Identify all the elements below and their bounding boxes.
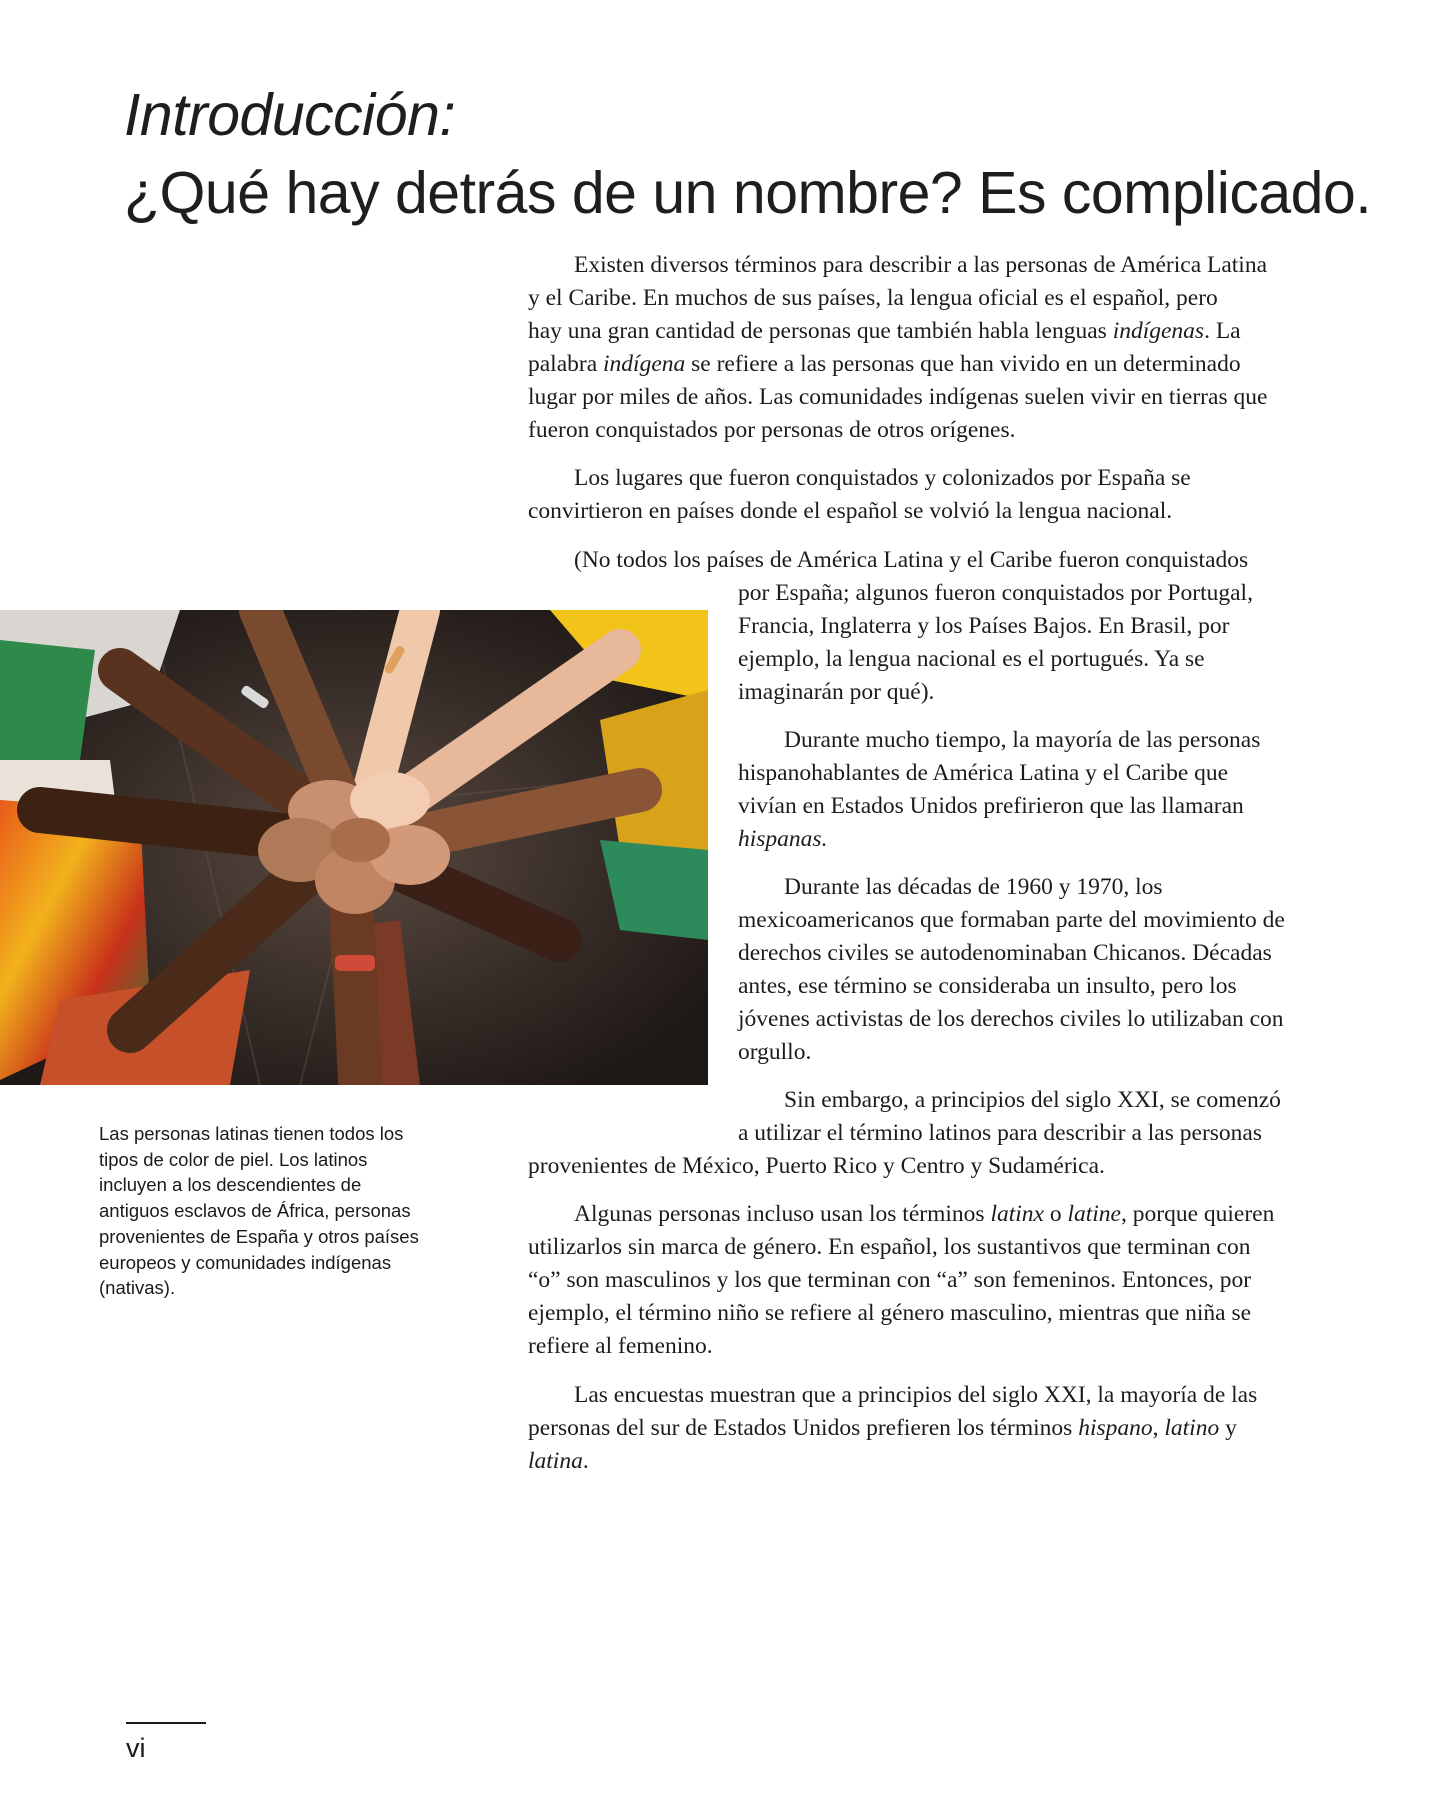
paragraph-3-line-1 [574, 544, 1248, 577]
text-line: hispanas. [738, 826, 828, 852]
text-line: imaginarán por qué). [738, 679, 935, 705]
footer-rule [126, 1722, 206, 1724]
text-line: mexicoamericanos que formaban parte del movimiento de [738, 907, 1285, 933]
text-line: lugar por miles de años. Las comunidades indígenas suelen vivir en tierras que [528, 384, 1268, 410]
text-line: Los lugares que fueron conquistados y colonizados por España se [574, 465, 1191, 491]
text-line: ejemplo, la lengua nacional es el portugués. Ya se [738, 646, 1205, 672]
heading-subtitle: ¿Qué hay detrás de un nombre? Es complicado. [124, 160, 1372, 226]
text-line: antes, ese término se consideraba un insulto, pero los [738, 973, 1237, 999]
paragraph-2 [528, 462, 1191, 528]
heading-introduccion: Introducción: [124, 82, 456, 148]
text-line: orgullo. [738, 1039, 812, 1065]
hands-photo [0, 610, 708, 1085]
text-line: Durante las décadas de 1960 y 1970, los [784, 874, 1163, 900]
text-line: y el Caribe. En muchos de sus países, la lengua oficial es el español, pero [528, 285, 1218, 311]
text-line: personas del sur de Estados Unidos prefieren los términos hispano, latino y [528, 1415, 1237, 1441]
text-line: latina. [528, 1448, 589, 1474]
text-line: Durante mucho tiempo, la mayoría de las personas [784, 727, 1261, 753]
page-heading [124, 76, 1371, 232]
text-line: Francia, Inglaterra y los Países Bajos. En Brasil, por [738, 613, 1230, 639]
text-line: Sin embargo, a principios del siglo XXI, se comenzó [784, 1087, 1281, 1113]
paragraph-1 [528, 249, 1267, 447]
hands-illustration [0, 610, 708, 1085]
text-line: a utilizar el término latinos para describir a las personas [738, 1120, 1262, 1146]
paragraph-8 [528, 1379, 1257, 1478]
text-line: palabra indígena se refiere a las personas que han vivido en un determinado [528, 351, 1241, 377]
paragraph-4 [738, 724, 1260, 856]
text-line: utilizarlos sin marca de género. En español, los sustantivos que terminan con [528, 1234, 1251, 1260]
text-line: ejemplo, el término niño se refiere al género masculino, mientras que niña se [528, 1300, 1252, 1326]
text-line: provenientes de México, Puerto Rico y Centro y Sudamérica. [528, 1153, 1105, 1179]
text-line: (No todos los países de América Latina y el Caribe fueron conquistados [574, 547, 1249, 573]
text-line: hay una gran cantidad de personas que también habla lenguas indígenas. La [528, 318, 1241, 344]
page-number: vi [126, 1733, 146, 1763]
text-line: refiere al femenino. [528, 1333, 713, 1359]
paragraph-6 [738, 1084, 1281, 1150]
text-line: hispanohablantes de América Latina y el Caribe que [738, 760, 1229, 786]
text-line: “o” son masculinos y los que terminan con “a” son femeninos. Entonces, por [528, 1267, 1252, 1293]
text-line: fueron conquistados por personas de otros orígenes. [528, 417, 1016, 443]
photo-caption: Las personas latinas tienen todos los tipos de color de piel. Los latinos incluyen a los descendientes de antiguos esclavos de África, personas provenientes de España y otros países europeos y comunidades indígenas (nativas). [99, 1123, 419, 1299]
text-line: Existen diversos términos para describir a las personas de América Latina [574, 252, 1268, 278]
text-line: Las encuestas muestran que a principios del siglo XXI, la mayoría de las [574, 1382, 1258, 1408]
text-line: Algunas personas incluso usan los términos latinx o latine, porque quieren [574, 1201, 1275, 1227]
text-line: derechos civiles se autodenominaban Chicanos. Décadas [738, 940, 1272, 966]
text-line: por España; algunos fueron conquistados por Portugal, [738, 580, 1253, 606]
paragraph-7 [528, 1198, 1274, 1363]
paragraph-3 [738, 577, 1253, 709]
text-line: convirtieron en países donde el español se volvió la lengua nacional. [528, 498, 1173, 524]
text-line: jóvenes activistas de los derechos civiles lo utilizaban con [738, 1006, 1284, 1032]
paragraph-6-end [528, 1150, 1105, 1183]
text-line: vivían en Estados Unidos prefirieron que las llamaran [738, 793, 1244, 819]
paragraph-5 [738, 871, 1285, 1069]
